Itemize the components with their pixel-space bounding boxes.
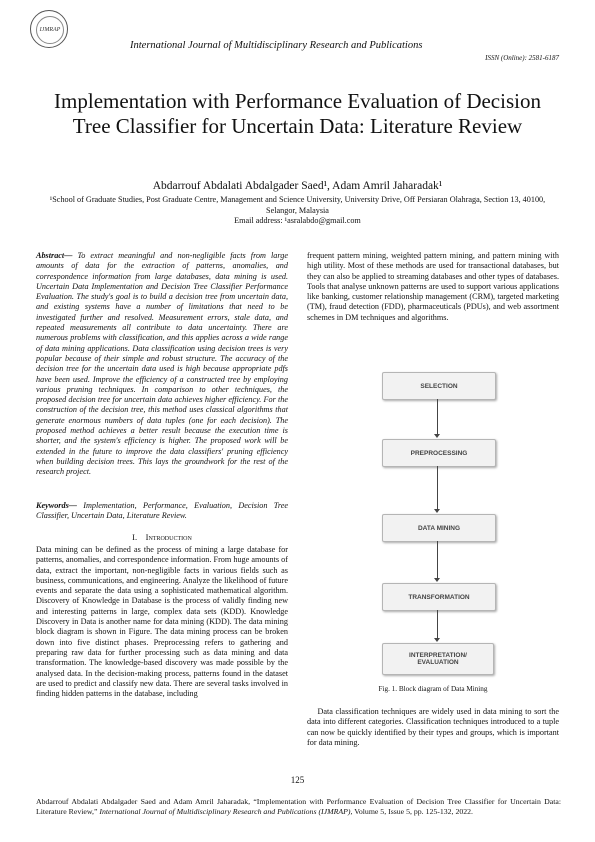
diagram-arrow xyxy=(437,541,438,578)
keywords-label: Keywords— xyxy=(36,501,77,510)
citation-footer xyxy=(36,797,561,817)
diagram-arrowhead xyxy=(434,509,440,513)
figure-caption: Fig. 1. Block diagram of Data Mining xyxy=(378,685,488,693)
keywords xyxy=(36,501,288,522)
diagram-arrow xyxy=(437,399,438,434)
citation-text: Abdarrouf Abdalati Abdalgader Saed and Adam Amril Jaharadak, “Implementation with Performance Evaluation of Decision Tree Classifier for Uncertain Data: Literature Review,” xyxy=(36,797,561,816)
diagram-arrowhead xyxy=(434,578,440,582)
journal-name: International Journal of Multidisciplinary Research and Publications xyxy=(130,40,423,51)
right-paragraph-2-text: Data classification techniques are widely used in data mining to sort the data into different categories. Classification techniques introduced to a tuple can now be quickly identified by their types and groups, which is important for data mining. xyxy=(307,707,559,747)
abstract-text: To extract meaningful and non-negligible facts from large amounts of data for the extraction of patterns, anomalies, and correspondence information from large databases, data mining is used. Uncertain Data Implementation and Decision Tree Classifier Performance Evaluation. The study's goal is to build a decision tree from uncertain data, and existing systems have a number of limitations that need to be investigated further and resolved. Measurement errors, stale data, and repeated measurements all contribute to data uncertainty. There are numerous problems with classification, and this applies across a wide range of data mining applications. Data classification using decision trees is very popular because of their simple and robust structure. The accuracy of the decision tree for the uncertain data used is high because appropriate pdfs have been used. Improve the efficiency of a constructed tree by employing various pruning techniques. In comparison to other techniques, the proposed decision tree for uncertain data achieves higher efficiency. For the construction of the decision tree, this method uses classical algorithms that generate enormous numbers of data tuples (one for each decision). The proposed method achieves a better result because the execution time is shorter, and the system's efficiency is higher. The proposed work will be extended in the future to improve the data classifiers' pruning efficiency when building decision trees. This lays the groundwork for the rest of the research project. xyxy=(36,251,288,477)
section-heading xyxy=(36,532,288,542)
diagram-box-transformation: TRANSFORMATION xyxy=(382,583,496,611)
email: Email address: ¹asralabdo@gmail.com xyxy=(234,216,361,225)
section-number: I. xyxy=(132,532,138,542)
right-paragraph-1: frequent pattern mining, weighted pattern mining, and pattern mining with high utility. Most of these methods are used for transactional databases, but they can also be applied to streaming databases and other types of databases. Tools that analyse unknown patterns are used to support various applications like banking, customer relationship management (CRM), targeted marketing (TM), fraud detection (FDD), pharmaceuticals (PDUs), and web assortment schemes in DM techniques and algorithms. xyxy=(307,251,559,322)
intro-paragraph: Data mining can be defined as the process of mining a large database for patterns, anomalies, and correspondence information. From huge amounts of data, extract the important, non-negligible facts in various fields such as business, communications, and engineering. Analyze the likelihood of future events and separate the data using a sophisticated mathematical algorithm. Discovery of Knowledge in Database is the process of validly finding new and interesting patterns in large, complex data sets (KDD). Knowledge Discovery in Data is another name for data mining (KDD). The data mining block diagram is shown in Figure. The data mining process can be broken down into five distinct phases. Preprocessing refers to gathering and preparing raw data for further processing such as data mining and data transformation. The knowledge-based discovery was made possible by the analysed data. In the decision-making process, patterns found in the dataset are used to predict and classify new data. There are several tasks involved in finding hidden patterns in the database, including xyxy=(36,545,288,699)
diagram-arrowhead xyxy=(434,638,440,642)
affiliation: ¹School of Graduate Studies, Post Graduate Centre, Management and Science University, University Drive, Off Persiaran Olahraga, Section 13, 40100, Selangor, Malaysia xyxy=(49,195,546,215)
block-diagram xyxy=(382,362,494,682)
diagram-arrowhead xyxy=(434,434,440,438)
diagram-arrow xyxy=(437,466,438,509)
abstract-label: Abstract— xyxy=(36,251,73,260)
diagram-box-selection: SELECTION xyxy=(382,372,496,400)
journal-logo xyxy=(30,10,68,48)
right-paragraph-2 xyxy=(307,707,559,748)
diagram-box-interpretation: INTERPRETATION/ EVALUATION xyxy=(382,643,494,675)
paper-title: Implementation with Performance Evaluation of Decision Tree Classifier for Uncertain Data: Literature Review xyxy=(54,89,541,138)
page-number: 125 xyxy=(290,775,305,785)
diagram-box-data-mining: DATA MINING xyxy=(382,514,496,542)
issn: ISSN (Online): 2581-6187 xyxy=(485,54,559,62)
citation-volume: Volume 5, Issue 5, pp. 125-132, 2022. xyxy=(352,807,473,816)
authors: Abdarrouf Abdalati Abdalgader Saed¹, Adam Amril Jaharadak¹ xyxy=(152,180,443,192)
abstract xyxy=(36,251,288,478)
journal-logo-text: IJMRAP xyxy=(36,16,64,44)
section-title: Introduction xyxy=(145,532,192,542)
keywords-text: Implementation, Performance, Evaluation, Decision Tree Classifier, Uncertain Data, Literature Review. xyxy=(36,501,288,521)
diagram-arrow xyxy=(437,610,438,638)
citation-journal: International Journal of Multidisciplinary Research and Publications (IJMRAP), xyxy=(99,807,353,816)
diagram-box-preprocessing: PREPROCESSING xyxy=(382,439,496,467)
